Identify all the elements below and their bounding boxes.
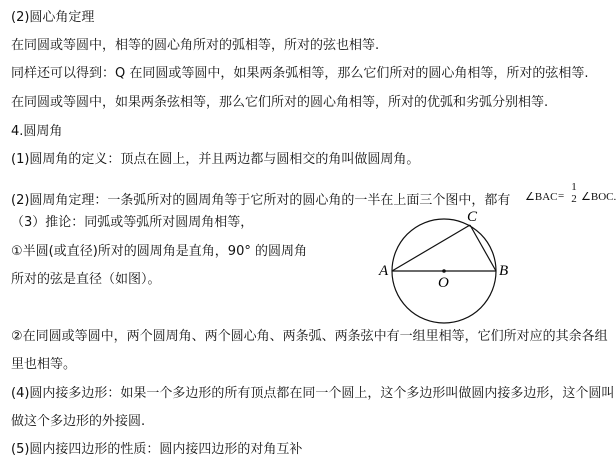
paragraph-line: （3）推论：同弧或等弧所对圆周角相等，	[11, 215, 254, 230]
paragraph-line: 所对的弦是直径（如图）。	[11, 272, 161, 287]
subheading-central-angle-theorem: (2)圆心角定理	[11, 10, 95, 25]
paragraph-line: (2)圆周角定理：一条弧所对的圆周角等于它所对的圆心角的一半在上面三个图中，都有	[11, 193, 511, 208]
section-heading-inscribed-angle: 4.圆周角	[11, 124, 63, 139]
paragraph-line: (1)圆周角的定义：顶点在圆上，并且两边都与圆相交的角叫做圆周角。	[11, 152, 420, 167]
chord-ac	[392, 225, 470, 271]
chord-cb	[470, 225, 496, 271]
paragraph-line: 同样还可以得到：Q 在同圆或等圆中，如果两条弧相等，那么它们所对的圆心角相等，所对的弦相等.	[11, 66, 589, 81]
center-point	[442, 269, 446, 273]
label-o: O	[438, 275, 449, 291]
label-b: B	[499, 263, 509, 279]
label-c: C	[467, 209, 478, 225]
formula-left: ∠BAC	[525, 191, 558, 203]
paragraph-line: ①半圆(或直径)所对的圆周角是直角，90° 的圆周角	[11, 244, 307, 259]
label-a: A	[379, 263, 389, 279]
paragraph-line: (5)圆内接四边形的性质：圆内接四边形的对角互补	[11, 442, 303, 457]
paragraph-line: 在同圆或等圆中，如果两条弦相等，那么它们所对的圆心角相等，所对的优弧和劣弧分别相等.	[11, 95, 549, 110]
paragraph-line: ②在同圆或等圆中，两个圆周角、两个圆心角、两条弧、两条弦中有一组里相等，它们所对应的其余各组	[11, 329, 608, 344]
circle-diagram	[376, 203, 516, 343]
formula-numerator: 1	[571, 181, 577, 193]
paragraph-line: 在同圆或等圆中，相等的圆心角所对的弧相等，所对的弦也相等.	[11, 38, 380, 53]
inscribed-angle-formula	[525, 181, 616, 215]
formula-fraction	[567, 181, 581, 205]
paragraph-line: 里也相等。	[11, 357, 77, 372]
formula-denominator: 2	[571, 193, 577, 205]
formula-equals: =	[558, 190, 565, 202]
paragraph-line: (4)圆内接多边形：如果一个多边形的所有顶点都在同一个圆上，这个多边形叫做圆内接多边形，这个圆叫	[11, 386, 615, 401]
formula-right: ∠BOC.	[581, 191, 616, 203]
paragraph-line: 做这个多边形的外接圆.	[11, 414, 146, 429]
